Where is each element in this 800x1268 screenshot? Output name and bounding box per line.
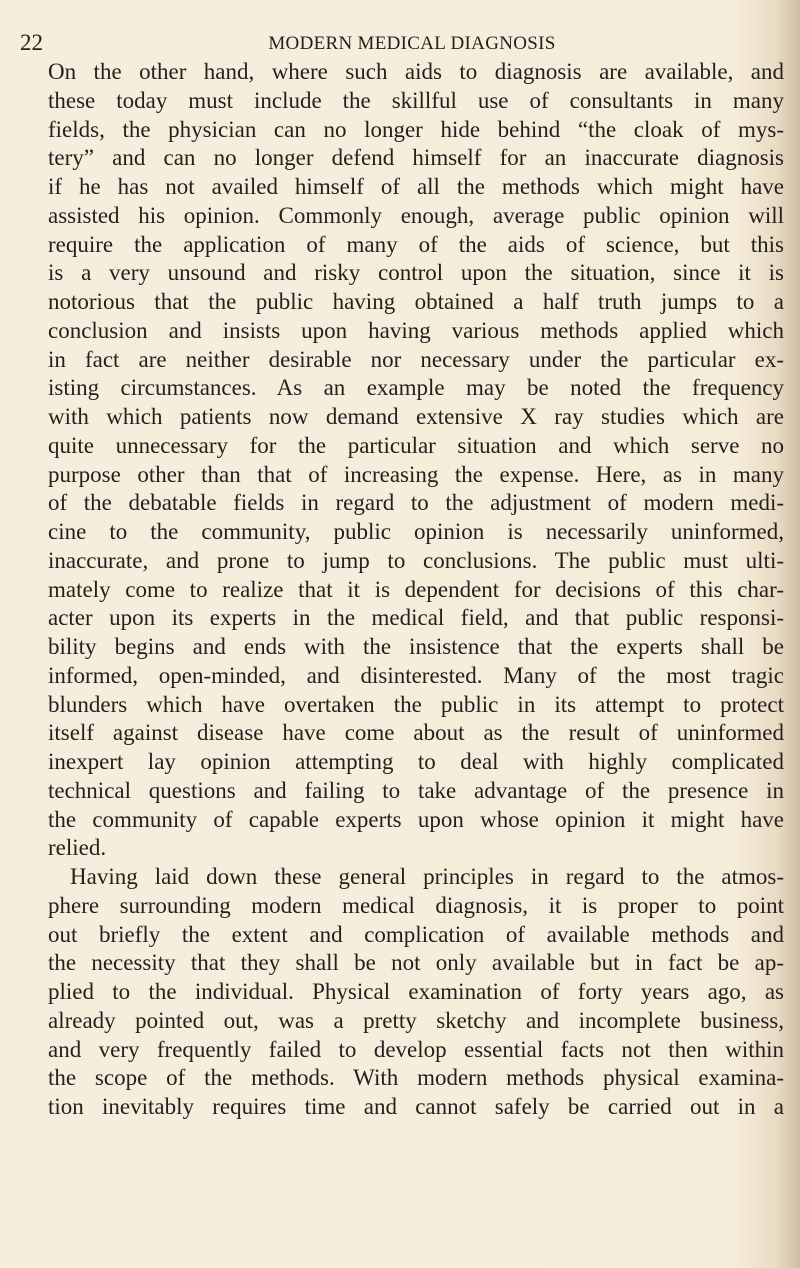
text-line: itself against disease have come about as the result of uninformed	[48, 720, 784, 746]
text-line: if he has not availed himself of all the methods which might have	[48, 174, 784, 199]
page-number: 22	[20, 30, 43, 55]
text-line: require the application of many of the aids of science, but this	[48, 231, 784, 257]
text-line: conclusion and insists upon having various methods applied which	[48, 317, 784, 343]
text-line: phere surrounding modern medical diagnosis, it is proper to point	[48, 892, 784, 918]
text-line: the scope of the methods. With modern methods physical examina-	[48, 1065, 784, 1091]
text-line: in fact are neither desirable nor necessary under the particular ex-	[48, 346, 784, 372]
text-line: plied to the individual. Physical examination of forty years ago, as	[48, 979, 784, 1004]
text-line: is a very unsound and risky control upon the situation, since it is	[48, 260, 784, 286]
text-line: quite unnecessary for the particular situation and which serve no	[48, 432, 784, 458]
text-line: On the other hand, where such aids to diagnosis are available, and	[48, 59, 784, 84]
text-line: Having laid down these general principles in regard to the atmos-	[70, 864, 784, 889]
text-line: the necessity that they shall be not only available but in fact be ap-	[48, 950, 784, 976]
text-line: isting circumstances. As an example may be noted the frequency	[48, 375, 784, 401]
text-line: cine to the community, public opinion is necessarily uninformed,	[48, 519, 784, 544]
text-line: tion inevitably requires time and cannot safely be carried out in a	[48, 1094, 784, 1119]
text-line: bility begins and ends with the insistence that the experts shall be	[48, 634, 784, 659]
text-line: technical questions and failing to take advantage of the presence in	[48, 777, 784, 803]
text-line: with which patients now demand extensive X ray studies which are	[48, 404, 784, 429]
text-line: purpose other than that of increasing the expense. Here, as in many	[48, 461, 784, 487]
body-text	[48, 58, 784, 1122]
text-line: the community of capable experts upon whose opinion it might have	[48, 806, 784, 832]
text-line: relied.	[48, 835, 107, 861]
text-line: these today must include the skillful use of consultants in many	[48, 87, 784, 113]
text-line: informed, open-minded, and disinterested. Many of the most tragic	[48, 662, 784, 688]
text-line: inexpert lay opinion attempting to deal with highly complicated	[48, 749, 784, 774]
text-line: of the debatable fields in regard to the adjustment of modern medi-	[48, 490, 784, 516]
text-line: tery” and can no longer defend himself for an inaccurate diagnosis	[48, 145, 784, 171]
text-line: notorious that the public having obtained a half truth jumps to a	[48, 289, 784, 314]
text-line: fields, the physician can no longer hide behind “the cloak of mys-	[48, 116, 784, 142]
text-line: acter upon its experts in the medical field, and that public responsi-	[48, 605, 784, 631]
text-line: mately come to realize that it is dependent for decisions of this char-	[48, 576, 784, 602]
text-line: inaccurate, and prone to jump to conclusions. The public must ulti-	[48, 547, 784, 573]
text-line: blunders which have overtaken the public in its attempt to protect	[48, 691, 784, 717]
text-line: already pointed out, was a pretty sketchy and incomplete business,	[48, 1007, 784, 1033]
running-head: MODERN MEDICAL DIAGNOSIS	[268, 33, 556, 54]
text-line: and very frequently failed to develop essential facts not then within	[48, 1036, 784, 1062]
text-line: out briefly the extent and complication of available methods and	[48, 921, 784, 947]
text-line: assisted his opinion. Commonly enough, average public opinion will	[48, 202, 784, 228]
